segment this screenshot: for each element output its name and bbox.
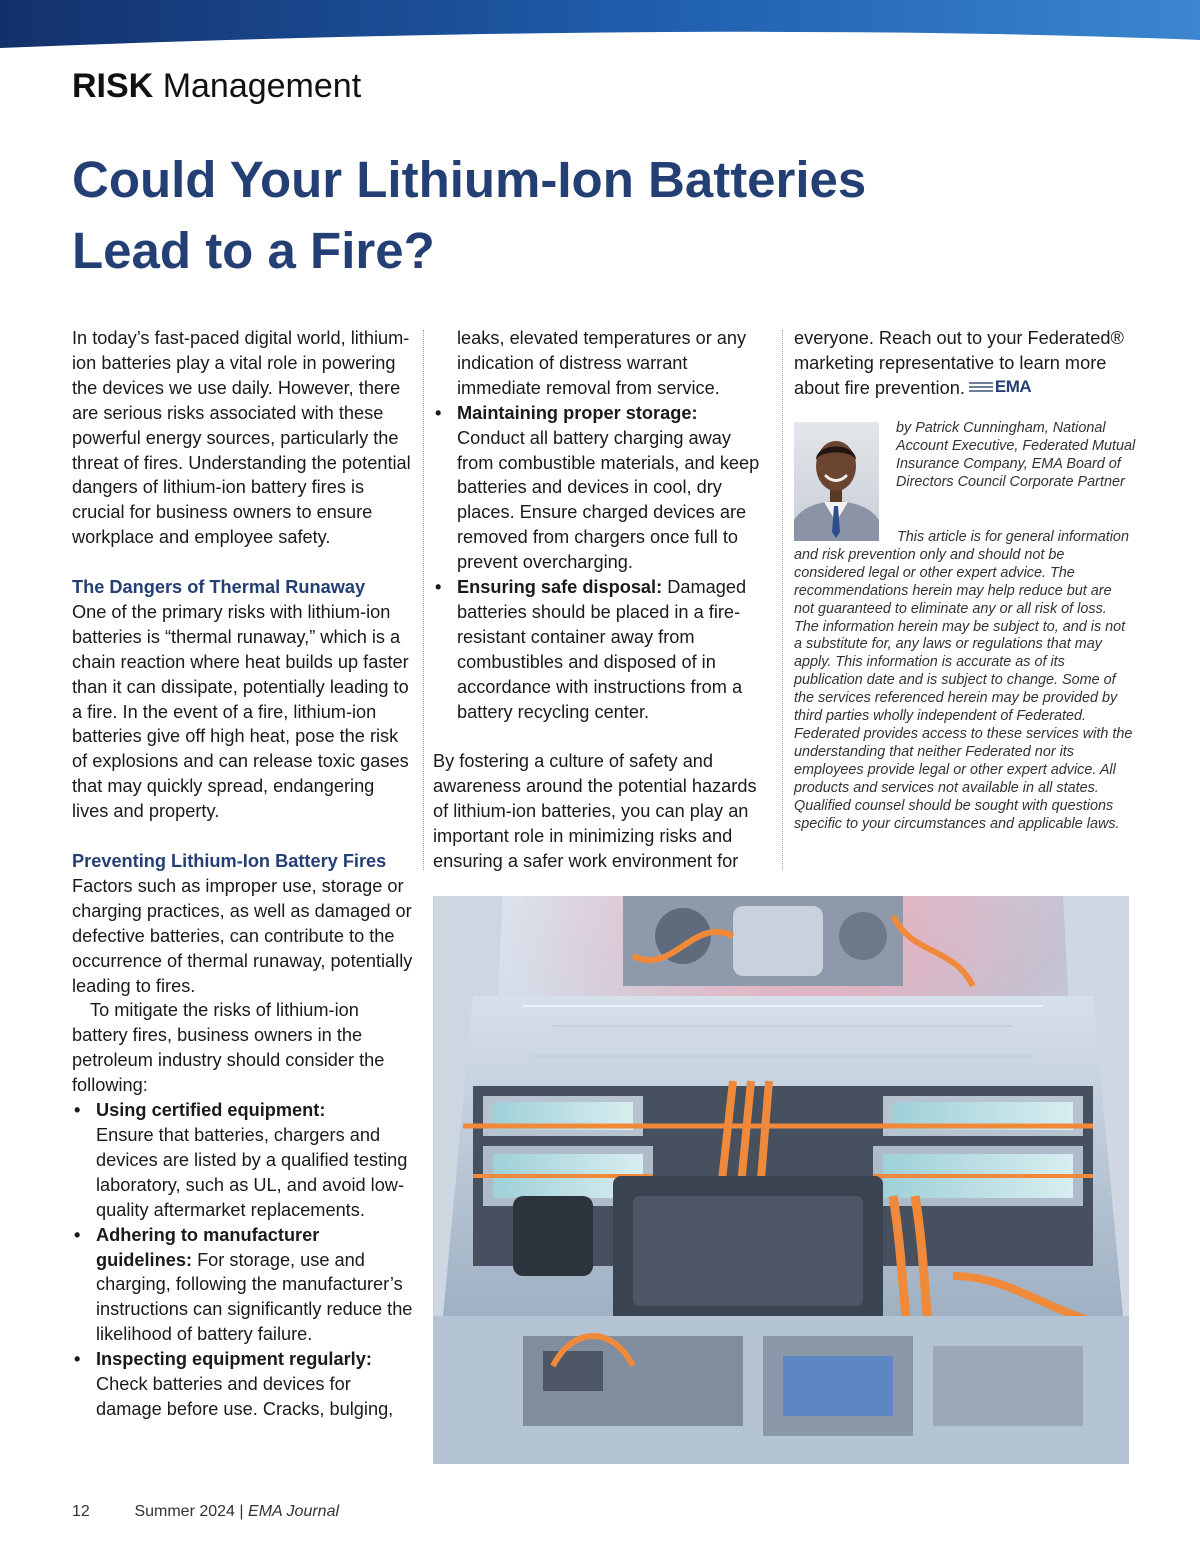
prevention-list (72, 1098, 414, 1422)
list-item-text: Ensure that batteries, chargers and devices are listed by a qualified testing laboratory, such as UL, and avoid low-quality aftermarket replacements. (96, 1124, 408, 1220)
section-label-bold: RISK (72, 67, 154, 105)
list-item (72, 1098, 414, 1223)
article-column-1 (72, 326, 414, 1422)
subhead-thermal-runaway: The Dangers of Thermal Runaway (72, 577, 366, 598)
author-byline: by Patrick Cunningham, National Account Executive, Federated Mutual Insurance Company, EMA Board of Directors Council Corporate Partner (896, 420, 1136, 490)
list-item-text: For storage, use and charging, following the manufacturer’s instructions can significantly reduce the likelihood of battery failure. (96, 1249, 413, 1345)
list-item-text: Check batteries and devices for damage before use. Cracks, bulging, (96, 1374, 394, 1419)
list-item (433, 401, 771, 575)
disclaimer-text: This article is for general information and risk prevention only and should not be considered legal or other expert advice. The recommendations herein may help reduce but are not guaranteed to eliminate any or all risk of loss. The information herein may be subject to, and is not a substitute for, any laws or regulations that may apply. This information is accurate as of its publication date and is subject to change. Some of the services referenced herein may be provided by third parties wholly independent of Federated. Federated provides access to these services with the understanding that neither Federated nor its employees provide legal or other expert advice. All products and services not available in all states. Qualified counsel should be sought with questions specific to your circumstances and applicable laws. (794, 529, 1133, 832)
list-item (433, 575, 771, 724)
disclaimer (794, 529, 1134, 833)
column-divider (782, 330, 783, 870)
ema-logo-word: EMA (994, 376, 1032, 396)
author-portrait (794, 422, 879, 541)
continued-paragraph: leaks, elevated temperatures or any indication of distress warrant immediate removal from service. (457, 328, 747, 398)
list-item (72, 1223, 414, 1348)
headline-line-2: Lead to a Fire? (72, 222, 435, 279)
article-column-2 (433, 326, 771, 874)
subhead-preventing-fires: Preventing Lithium-Ion Battery Fires (72, 851, 387, 871)
list-item (72, 1347, 414, 1422)
list-item-text: Damaged batteries should be placed in a fire-resistant container away from combustibles and disposed of in accordance with instructions from a battery recycling center. (457, 577, 747, 722)
list-item-bold: Inspecting equipment regularly: (96, 1349, 372, 1370)
list-item-bold: Ensuring safe disposal: (457, 577, 663, 598)
closing-paragraph-end (794, 326, 1130, 401)
footer-publication: EMA Journal (248, 1503, 340, 1520)
headline-line-1: Could Your Lithium-Ion Batteries (72, 151, 867, 208)
mitigate-paragraph: To mitigate the risks of lithium-ion battery fires, business owners in the petroleum industry should consider the following: (72, 1000, 385, 1096)
page-number: 12 (72, 1503, 90, 1520)
page-footer (72, 1502, 339, 1522)
footer-separator: | (239, 1503, 244, 1520)
column-divider (423, 330, 424, 870)
closing-text: everyone. Reach out to your Federated® marketing representative to learn more about fire prevention. (794, 328, 1124, 398)
section-label (72, 66, 361, 106)
header-band (0, 0, 1200, 60)
ema-logo-lines-icon (969, 382, 993, 394)
closing-paragraph: By fostering a culture of safety and awareness around the potential hazards of lithium-ion batteries, you can play an important role in minimizing risks and ensuring a safer work environment for (433, 751, 757, 872)
list-item-bold: Maintaining proper storage: (457, 402, 698, 423)
footer-issue: Summer 2024 (134, 1503, 235, 1520)
article-column-3 (794, 326, 1130, 401)
section-label-rest: Management (162, 67, 362, 105)
ema-logo (969, 376, 1041, 396)
list-item-text: Conduct all battery charging away from combustible materials, and keep batteries and devices in cool, dry places. Ensure charged devices are removed from chargers once full to prevent overcharging. (457, 427, 760, 573)
prevention-list-continued (433, 401, 771, 725)
intro-paragraph: In today’s fast-paced digital world, lithium-ion batteries play a vital role in powering the devices we use daily. However, there are serious risks associated with these powerful energy sources, particularly the threat of fires. Understanding the potential dangers of lithium-ion battery fires is crucial for business owners to ensure workplace and employee safety. (72, 328, 411, 548)
list-item-bold: Using certified equipment: (96, 1100, 326, 1121)
list-item-bold: Adhering to manufacturer guidelines: (96, 1224, 320, 1270)
thermal-runaway-paragraph: One of the primary risks with lithium-ion batteries is “thermal runaway,” which is a chain reaction where heat builds up faster than it can dissipate, potentially leading to a fire. In the event of a fire, lithium-ion batteries give off high heat, pose the risk of explosions and can release toxic gases that may quickly spread, endangering lives and property. (72, 601, 409, 822)
ev-battery-photo (433, 896, 1129, 1464)
factors-paragraph: Factors such as improper use, storage or charging practices, as well as damaged or defective batteries, can contribute to the occurrence of thermal runaway, potentially leading to fires. (72, 875, 413, 996)
